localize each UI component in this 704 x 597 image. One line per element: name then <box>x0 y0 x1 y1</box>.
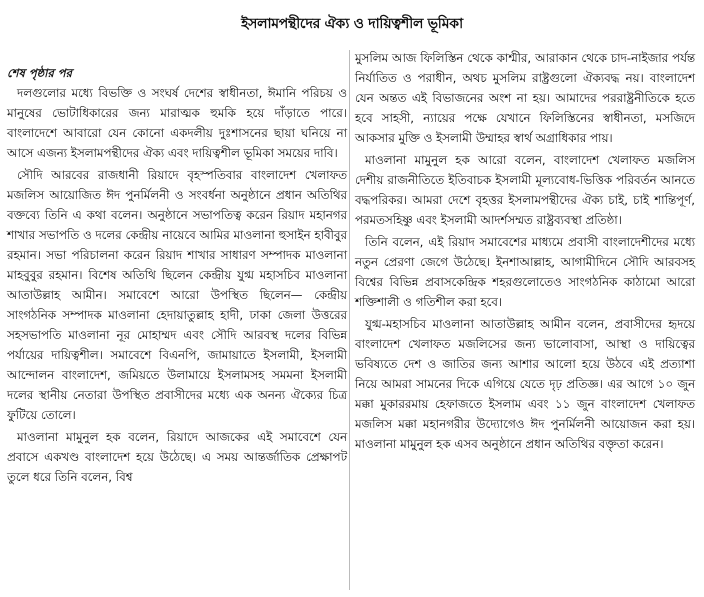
paragraph: তিনি বলেন, এই রিয়াদ সমাবেশের মাধ্যমে প্রবাসী বাংলাদেশীদের মধ্যে নতুন প্রেরণা জেগে উঠেছে। ইনশাআল্লাহ, আগামীদিনে সৌদি আরবসহ বিশ্বের বিভিন্ন প্রবাসকেন্দ্রিক শহরগুলোতেও সাংগঠনিক কাঠামো আরো শক্তিশালী ও গতিশীল করা হবে। <box>355 235 695 309</box>
column-divider <box>349 50 350 590</box>
paragraph: সৌদি আরবের রাজধানী রিয়াদে বৃহস্পতিবার বাংলাদেশ খেলাফত মজলিস আয়োজিত ঈদ পুনর্মিলনী ও সংবর্ধনা অনুষ্ঠানে প্রধান অতিথির বক্তব্যে তিনি এ কথা বলেন। অনুষ্ঠানে সভাপতিত্ব করেন রিয়াদ মহানগর শাখার সভাপতি ও দলের কেন্দ্রীয় নায়েবে আমির মাওলানা হুসাইন হাবীবুর রহমান। সভা পরিচালনা করেন রিয়াদ শাখার সাধারণ সম্পাদক মাওলানা মাহবুবুর রহমান। বিশেষ অতিথি ছিলেন কেন্দ্রীয় যুগ্ম মহাসচিব মাওলানা আতাউল্লাহ আমীন। সমাবেশে আরো উপস্থিত ছিলেন— কেন্দ্রীয় সাংগঠনিক সম্পাদক মাওলানা হেদায়াতুল্লাহ হাদী, ঢাকা জেলা উত্তরের সহসভাপতি মাওলানা নূর মোহাম্মদ এবং সৌদি আরবস্থ দলের বিভিন্ন পর্যায়ের দায়িত্বশীল। সমাবেশে বিএনপি, জামায়াতে ইসলামী, ইসলামী আন্দোলন বাংলাদেশ, জমিয়তে উলামায়ে ইসলামসহ সমমনা ইসলামী দলের স্থানীয় নেতারা উপস্থিত প্রবাসীদের মধ্যে এক অনন্য ঐক্যের চিত্র ফুটিয়ে তোলে। <box>7 168 347 422</box>
headline: ইসলামপন্থীদের ঐক্য ও দায়িত্বশীল ভূমিকা <box>241 16 463 32</box>
paragraph: মাওলানা মামুনুল হক বলেন, রিয়াদে আজকের এই সমাবেশে যেন প্রবাসে একখণ্ড বাংলাদেশ হয়ে উঠেছে। এ সময় আন্তর্জাতিক প্রেক্ষাপট তুলে ধরে তিনি বলেন, বিশ্ব <box>7 430 347 484</box>
continued-label: শেষ পৃষ্ঠার পর <box>7 66 72 80</box>
paragraph: যুগ্ম-মহাসচিব মাওলানা আতাউল্লাহ আমীন বলেন, প্রবাসীদের হৃদয়ে বাংলাদেশ খেলাফত মজলিসের জন্য ভালোবাসা, আস্থা ও দায়িত্বের ভবিষ্যতে দেশ ও জাতির জন্য আশার আলো হয়ে উঠবে এই প্রত্যাশা নিয়ে আমরা সামনের দিকে এগিয়ে যেতে দৃঢ় প্রতিজ্ঞ। এর আগে ১০ জুন মক্কা মুকাররমায় হেফাজতে ইসলাম এবং ১১ জুন বাংলাদেশ খেলাফত মজলিস মক্কা মহানগরীর উদ্যোগেও ঈদ পুনর্মিলনী আয়োজন করা হয়। মাওলানা মামুনুল হক এসব অনুষ্ঠানে প্রধান অতিথির বক্তৃতা করেন। <box>355 317 695 451</box>
paragraph: মুসলিম আজ ফিলিস্তিন থেকে কাশ্মীর, আরাকান থেকে চাদ-নাইজার পর্যন্ত নির্যাতিত ও পরাধীন, অথচ মুসলিম রাষ্ট্রগুলো ঐক্যবদ্ধ নয়। বাংলাদেশ যেন অন্তত এই বিভাজনের অংশ না হয়। আমাদের পররাষ্ট্রনীতিকে হতে হবে সাহসী, ন্যায়ের পক্ষে যেখানে ফিলিস্তিনের স্বাধীনতা, মসজিদে আকসার মুক্তি ও ইসলামী উম্মাহর স্বার্থ অগ্রাধিকার পায়। <box>355 51 695 145</box>
paragraph: মাওলানা মামুনুল হক আরো বলেন, বাংলাদেশ খেলাফত মজলিস দেশীয় রাজনীতিতে ইতিবাচক ইসলামী মূল্যবোধ-ভিত্তিক পরিবর্তন আনতে বদ্ধপরিকর। আমরা দেশে বৃহত্তর ইসলামপন্থীদের ঐক্য চাই, চাই শান্তিপূর্ণ, পরমতসহিষ্ণু এবং ইসলামী আদর্শসম্মত রাষ্ট্রব্যবস্থা প্রতিষ্ঠা। <box>355 153 695 227</box>
left-column <box>7 63 347 487</box>
right-column <box>355 48 695 454</box>
paragraph: দলগুলোর মধ্যে বিভক্তি ও সংঘর্ষ দেশের স্বাধীনতা, ঈমানি পরিচয় ও মানুষের ভোটাধিকারের জন্য মারাত্মক হুমকি হয়ে দাঁড়াতে পারে। বাংলাদেশে আবারো যেন কোনো একদলীয় দুঃশাসনের ছায়া ঘনিয়ে না আসে এজন্য ইসলামপন্থীদের ঐক্য এবং দায়িত্বশীল ভূমিকা সময়ের দাবি। <box>7 86 347 160</box>
